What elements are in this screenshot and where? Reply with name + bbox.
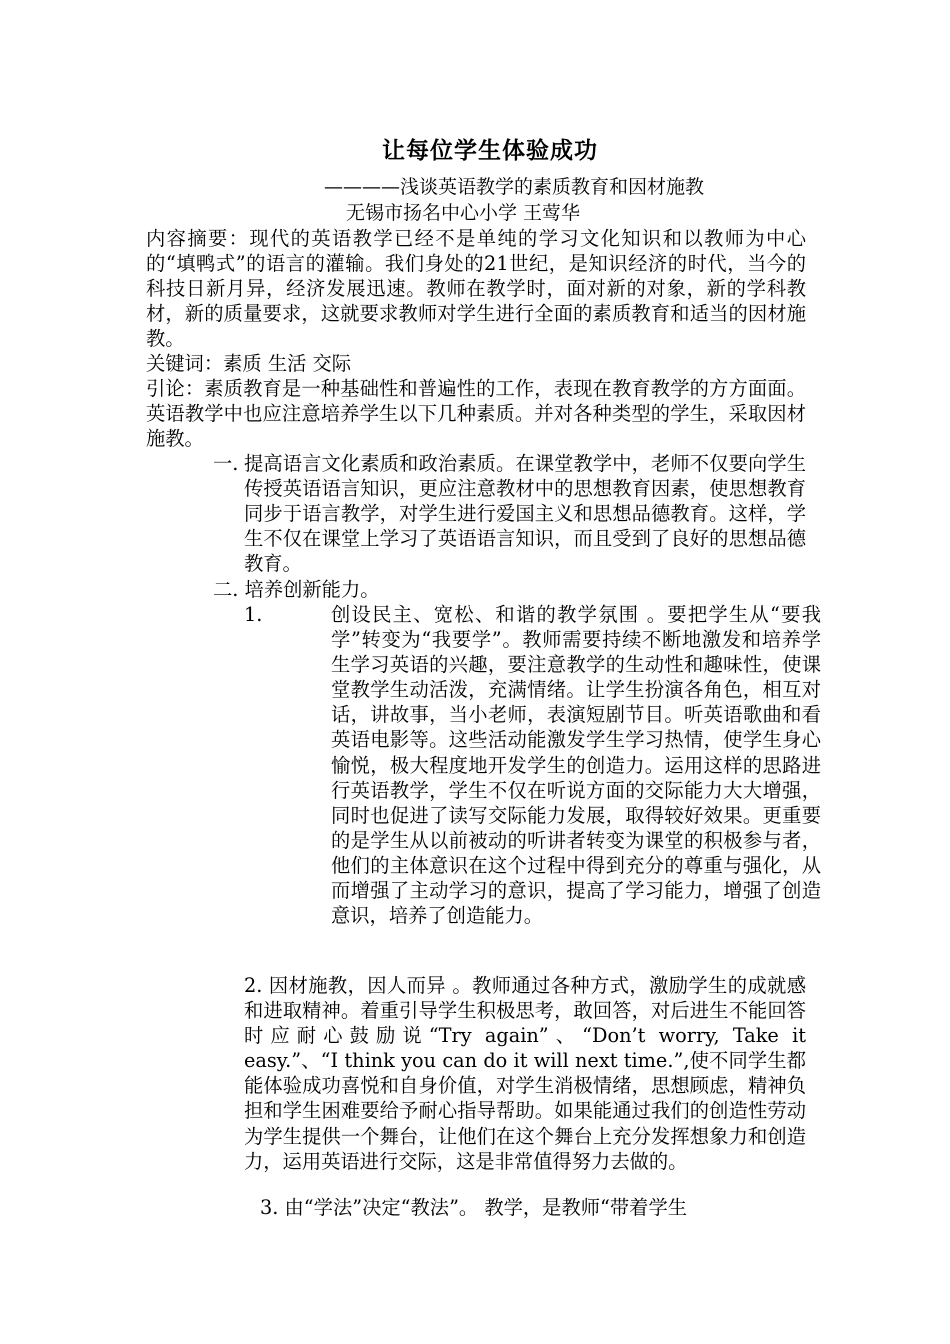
item-1-number: 1. [244, 603, 263, 626]
document-subtitle: ————浅谈英语教学的素质教育和因材施教 [324, 176, 705, 198]
document-title: 让每位学生体验成功 [382, 138, 598, 164]
document-author: 无锡市扬名中心小学 王莺华 [346, 202, 581, 224]
section-1-paragraph: 提高语言文化素质和政治素质。在课堂教学中，老师不仅要向学生传授英语语言知识，更应注意教材中的思想教育因素，使思想教育同步于语言教学，对学生进行爱国主义和思想品德教育。这样，学生不仅在课堂上学习了英语语言知识，而且受到了良好的思想品德教育。 [244, 452, 806, 576]
section-2-heading: 二. 培养创新能力。 [213, 578, 380, 601]
section-1-number: 一. [213, 452, 239, 475]
abstract-paragraph: 内容摘要：现代的英语教学已经不是单纯的学习文化知识和以教师为中心的“填鸭式”的语言的灌输。我们身处的21世纪，是知识经济的时代，当今的科技日新月异，经济发展迅速。教师在教学时，面对新的对象，新的学科教材，新的质量要求，这就要求教师对学生进行全面的素质教育和适当的因材施教。 [146, 227, 806, 351]
keywords-line: 关键词：素质 生活 交际 [146, 352, 352, 375]
item-1-paragraph: 创设民主、宽松、和谐的教学氛围 。要把学生从“要我学”转变为“我要学”。教师需要持续不断地激发和培养学生学习英语的兴趣，要注意教学的生动性和趣味性，使课堂教学生动活泼，充满情绪。让学生扮演各角色，相互对话，讲故事，当小老师，表演短剧节目。听英语歌曲和看英语电影等。这些活动能激发学生学习热情，使学生身心愉悦，极大程度地开发学生的创造力。运用这样的思路进行英语教学，学生不仅在听说方面的交际能力大大增强，同时也促进了读写交际能力发展，取得较好效果。更重要的是学生从以前被动的听讲者转变为课堂的积极参与者，他们的主体意识在这个过程中得到充分的尊重与强化，从而增强了主动学习的意识，提高了学习能力，增强了创造意识，培养了创造能力。 [331, 603, 821, 928]
item-2-paragraph: 2. 因材施教，因人而异 。教师通过各种方式，激励学生的成就感和进取精神。着重引导学生积极思考，敢回答，对后进生不能回答时应耐心鼓励说“Try again”、“Don’t worry, Take it easy.”、“I think you can do it will next time.”,使不同学生都能体验成功喜悦和自身价值，对学生消极情绪，思想顾虑，精神负担和学生困难要给予耐心指导帮助。如果能通过我们的创造性劳动为学生提供一个舞台，让他们在这个舞台上充分发挥想象力和创造力，运用英语进行交际，这是非常值得努力去做的。 [244, 974, 806, 1173]
item-3-paragraph: 3. 由“学法”决定“教法”。 教学，是教师“带着学生 [260, 1196, 688, 1219]
intro-paragraph: 引论：素质教育是一种基础性和普遍性的工作，表现在教育教学的方方面面。英语教学中也应注意培养学生以下几种素质。并对各种类型的学生，采取因材施教。 [146, 377, 806, 451]
